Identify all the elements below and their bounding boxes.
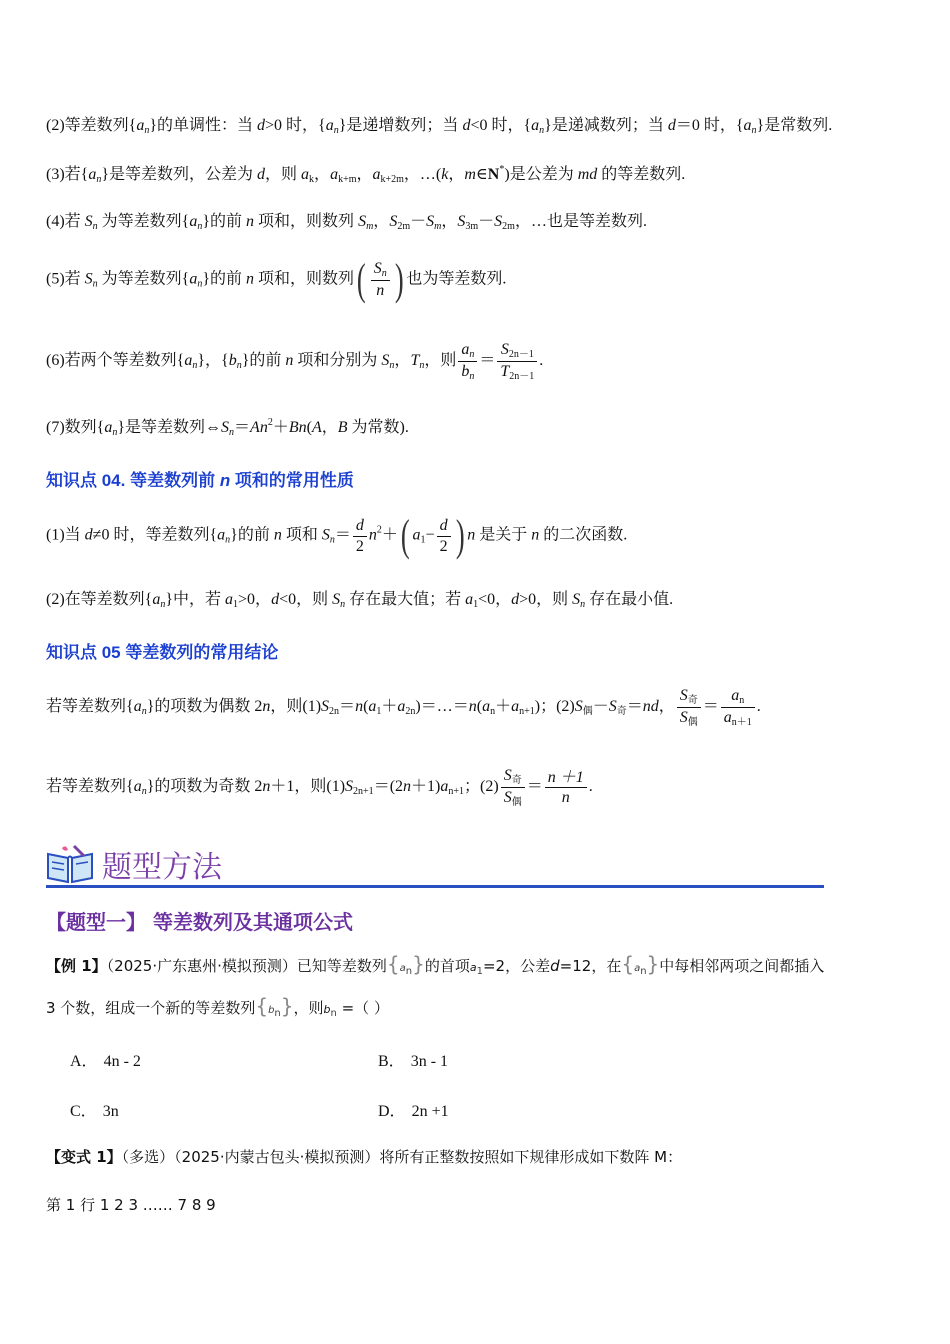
fraction-s-over-t: $\frac{S_{2n-1}}{T_{2n-1}}$ — [497, 340, 537, 383]
sum-property-1-quadratic: (1)当 d≠0 时，等差数列$\{a_n\}$的前 n 项和 $S_n=$ $\frac{d}{2}$ $n^2+$( $a_1-$ $\frac{d}{2}$ ) n 是关于 n 的二次函数. — [46, 511, 628, 560]
example-1-text-line2: 3 个数，组成一个新的等差数列$\{b_n\}$，则$b_n$ =（ ） — [46, 994, 389, 1019]
fraction-d-over-2-second: $\frac{d}{2}$ — [437, 516, 451, 555]
example-1-text: 【例 1】（2025·广东惠州·模拟预测）已知等差数列$\{a_n\}$的首项$a_1=2$，公差d=12，在$\{a_n\}$中每相邻两项之间都插入 — [46, 952, 825, 977]
property-2-monotonic: (2)等差数列$\{a_n\}$的单调性：当 d>0 时，$\{a_n\}$是递增数列；当 d<0 时，$\{a_n\}$是递减数列；当 d＝0 时，$\{a_n\}$是常数列. — [46, 117, 833, 136]
property-7-quadratic-form: (7)数列$\{a_n\}$是等差数列$\Leftrightarrow S_n=An^2+Bn(A$，B 为常数). — [46, 417, 409, 438]
knowledge-point-04-heading: 知识点 04. 等差数列前 n 项和的常用性质 — [46, 471, 354, 490]
property-5-average-sequence: (5)若 $S_n$ 为等差数列$\{a_n\}$的前 n 项和，则数列( $\frac{S_n}{n}$ ) 也为等差数列. — [46, 255, 507, 304]
conclusion-even-terms: 若等差数列$\{a_n\}$的项数为偶数 2n，则$(1)S_{2n}=n(a_1+a_{2n})=\dots=n(a_n+a_{n+1})$；$(2)S_偶-S_奇=nd$， $\frac{S_奇}{S_偶}$ ＝ $\frac{a_n}{a_{n+1}}$ . — [46, 687, 761, 728]
property-6-ratio: (6)若两个等差数列$\{a_n\}$，$\{b_n\}$的前 n 项和分别为 $S_n$，$T_n$，则 $\frac{a_n}{b_n}$ ＝ $\frac{S_{2n-1}}{T_{2n-1}}$ . — [46, 341, 544, 382]
matrix-row-1: 第 1 行 1 2 3 …… 7 8 9 — [46, 1196, 216, 1214]
option-b[interactable]: B． 3n - 1 — [378, 1053, 449, 1070]
variant-1-text: 【变式 1】（多选）（2025·内蒙古包头·模拟预测）将所有正整数按照如下规律形成如下数阵 M： — [46, 1148, 683, 1166]
fraction-s-odd-over-s-even-2: $\frac{S_奇}{S_偶}$ — [501, 766, 525, 809]
fraction-n1-over-n: $\frac{n +1}{n}$ — [545, 768, 587, 807]
option-c[interactable]: C． 3n — [70, 1103, 119, 1120]
section-divider — [46, 885, 824, 888]
conclusion-odd-terms: 若等差数列$\{a_n\}$的项数为奇数 2n＋1，则$(1)S_{2n+1}=(2n+1)a_{n+1}$；(2) $\frac{S_奇}{S_偶}$ ＝ $\frac{n +1}{n}$ . — [46, 767, 593, 808]
knowledge-point-05-heading: 知识点 05 等差数列的常用结论 — [46, 643, 279, 662]
fraction-d-over-2: $\frac{d}{2}$ — [353, 516, 367, 555]
fraction-sn-over-n: $\frac{S_n}{n}$ — [371, 259, 390, 300]
property-4-segment-sums: (4)若 $S_n$ 为等差数列$\{a_n\}$的前 n 项和，则数列 $S_m$，$S_{2m}-S_m$，$S_{3m}-S_{2m}$，…也是等差数列. — [46, 213, 647, 232]
property-3-subsequence: (3)若$\{a_n\}$是等差数列，公差为 d，则 $a_k$，$a_{k+m}$，$a_{k+2m}$，…(k，m∈N*)是公差为 md 的等差数列. — [46, 164, 686, 185]
fraction-s-odd-over-s-even: $\frac{S_奇}{S_偶}$ — [677, 686, 701, 729]
type-one-title: 【题型一】 等差数列及其通项公式 — [46, 910, 353, 934]
option-a[interactable]: A． 4n - 2 — [70, 1053, 141, 1070]
fraction-an-over-bn: $\frac{a_n}{b_n}$ — [458, 340, 477, 383]
section-title: 题型方法 — [102, 850, 222, 885]
option-d[interactable]: D． 2n +1 — [378, 1103, 449, 1120]
sum-property-2-extremum: (2)在等差数列$\{a_n\}$中，若 $a_1>0$，d<0，则 $S_n$ 存在最大值；若 $a_1<0$，d>0，则 $S_n$ 存在最小值. — [46, 591, 674, 610]
book-icon — [44, 842, 96, 884]
fraction-an-over-an1: $\frac{a_n}{a_{n+1}}$ — [721, 686, 755, 729]
